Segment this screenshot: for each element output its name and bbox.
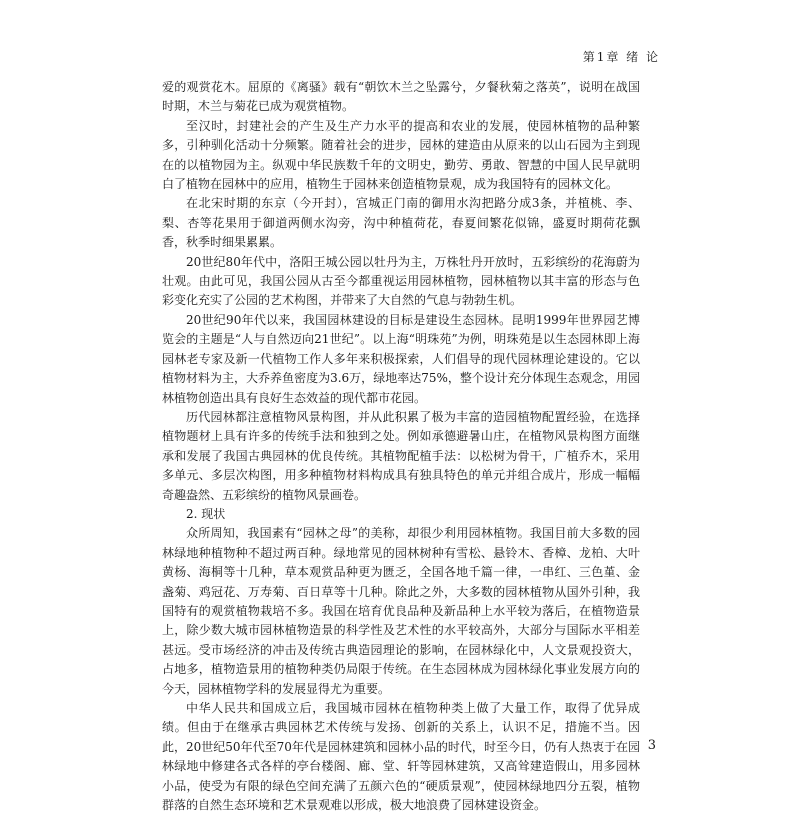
paragraph: 至汉时，封建社会的产生及生产力水平的提高和农业的发展，使园林植物的品种繁多，引种驯化活动十分频繁。随着社会的进步，园林的建造由从原来的以山石园为主到现在的以植物园为主。纵观中华民族数千年的文明史，勤劳、勇敢、智慧的中国人民早就明白了植物在园林中的应用，植物生于园林来创造植物景观，成为我国特有的园林文化。	[162, 118, 640, 192]
paragraph: 历代园林都注意植物风景构图，并从此积累了极为丰富的造园植物配置经验，在选择植物题材上具有许多的传统手法和独到之处。例如承德避暑山庄，在植物风景构图方面继承和发展了我国古典园林的优良传统。其植物配植手法：以松树为骨干，广植乔木，采用多单元、多层次构图，用多种植物材料构成具有独具特色的单元并组合成片，形成一幅幅奇趣盎然、五彩缤纷的植物风景画卷。	[162, 409, 640, 502]
paragraph: 在北宋时期的东京（今开封），宫城正门南的御用水沟把路分成3条，并植桃、李、梨、杏等花果用于御道两侧水沟旁，沟中种植荷花，春夏间繁花似锦，盛夏时期荷花飘香，秋季时细果累累。	[162, 196, 640, 250]
section-heading: 2. 现状	[186, 506, 226, 521]
chapter-title: 第1章 绪 论	[582, 50, 660, 64]
paragraph: 众所周知，我国素有“园林之母”的美称，却很少利用园林植物。我国目前大多数的园林绿地种植物种不超过两百种。绿地常见的园林树种有雪松、悬铃木、香樟、龙柏、大叶黄杨、海桐等十几种，草本观赏品种更为匮乏，全国各地千篇一律，一串红、三色堇、金盏菊、鸡冠花、万寿菊、百日草等十几种。除此之外，大多数的园林植物从国外引种，我国特有的观赏植物栽培不多。我国在培育优良品种及新品种上水平较为落后，在植物造景上，除少数大城市园林植物造景的科学性及艺术性的水平较高外，大部分与国际水平相差甚远。受市场经济的冲击及传统古典造园理论的影响，在园林绿化中，人文景观投资大，占地多，植物造景用的植物种类仍局限于传统。在生态园林成为园林绿化事业发展方向的今天，园林植物学科的发展显得尤为重要。	[162, 526, 640, 696]
paragraph: 爱的观赏花木。屈原的《离骚》载有“朝饮木兰之坠露兮，夕餐秋菊之落英”，说明在战国时期，木兰与菊花已成为观赏植物。	[162, 80, 640, 114]
paragraph: 20世纪90年代以来，我国园林建设的目标是建设生态园林。昆明1999年世界园艺博览会的主题是“人与自然迈向21世纪”。以上海“明珠苑”为例，明珠苑是以生态园林即上海园林老专家及新一代植物工作人多年来积极探索，人们倡导的现代园林理论建设的。它以植物材料为主，大乔养鱼密度为3.6万，绿地率达75%，整个设计充分体现生态观念，用园林植物创造出具有良好生态效益的现代都市花园。	[162, 312, 640, 405]
page-number: 3	[647, 738, 656, 753]
paragraph: 中华人民共和国成立后，我国城市园林在植物种类上做了大量工作，取得了优异成绩。但由于在继承古典园林艺术传统与发扬、创新的关系上，认识不足，措施不当。因此，20世纪50年代至70年代是园林建筑和园林小品的时代，时至今日，仍有人热衷于在园林绿地中修建各式各样的亭台楼阁、廊、堂、轩等园林建筑，又高耸建造假山，用多园林小品，使受为有限的绿色空间充满了五颜六色的“硬质景观”，使园林绿地四分五裂，植物群落的自然生态环境和艺术景观难以形成，极大地浪费了园林建设资金。	[162, 701, 640, 813]
paragraph: 20世纪80年代中，洛阳王城公园以牡丹为主，万株牡丹开放时，五彩缤纷的花海蔚为壮观。由此可见，我国公园从古至今都重视运用园林植物，园林植物以其丰富的形态与色彩变化充实了公园的艺术构图，并带来了大自然的气息与勃勃生机。	[162, 254, 640, 308]
page-body	[162, 78, 640, 815]
running-header	[583, 48, 660, 65]
book-page	[140, 40, 660, 813]
